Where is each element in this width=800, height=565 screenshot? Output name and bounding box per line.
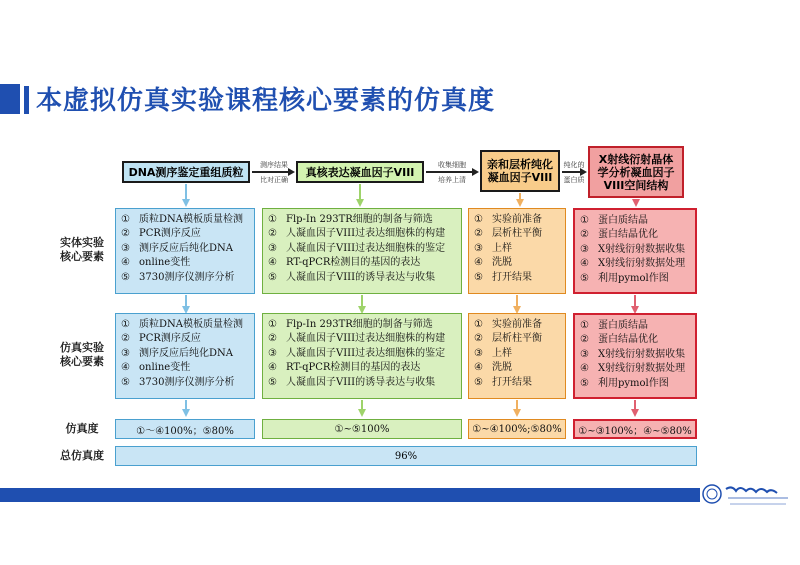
list-item-text: 3730测序仪测序分析 [139, 376, 235, 388]
list-num: ③ [121, 242, 130, 254]
list-item-text: online变性 [139, 257, 191, 269]
list-item [268, 361, 461, 375]
list-item-text: 实验前准备 [492, 214, 542, 225]
list-item [121, 347, 254, 361]
row-label-line2: 核心要素 [60, 355, 104, 368]
list-num: ③ [474, 347, 483, 359]
list-item [268, 213, 461, 227]
list-item [121, 361, 254, 375]
row-label-line2: 核心要素 [60, 250, 104, 263]
step-header-label-line1: X射线衍射晶体 [598, 152, 674, 166]
list-item-text: online变性 [139, 362, 191, 374]
down-arrow-icon [631, 409, 639, 417]
list-item-text: 利用pymol作图 [598, 272, 669, 284]
list-item-text: 蛋白质结晶 [598, 320, 648, 331]
arrow-label-bottom: 比对正确 [260, 176, 288, 184]
list-num: ④ [121, 362, 130, 374]
list-item [474, 332, 565, 346]
list-num: ③ [121, 347, 130, 359]
arrow-label-bottom: 培养上清 [438, 176, 466, 184]
arrow-label-top: 收集细胞 [438, 161, 466, 169]
list-item [121, 376, 254, 390]
list-num: ① [474, 319, 483, 330]
list-item [474, 227, 565, 241]
entity-box-dna [115, 208, 255, 294]
list-num: ⑤ [474, 271, 483, 283]
list-num: ② [268, 333, 277, 345]
list-item-text: 打开结果 [492, 376, 532, 388]
list-num: ⑤ [121, 376, 130, 388]
list-item [580, 319, 695, 333]
down-arrow-stem [359, 184, 361, 200]
list-item [580, 348, 695, 362]
list-item-text: 人凝血因子VIII过表达细胞株的鉴定 [286, 347, 446, 359]
list-item-text: 测序反应后纯化DNA [139, 242, 233, 254]
list-item [474, 256, 565, 270]
list-item-text: PCR测序反应 [139, 333, 201, 345]
list-item [268, 256, 461, 270]
step-header-expression [296, 161, 424, 183]
list-item-text: 蛋白结晶优化 [598, 334, 658, 346]
title-bar-block [0, 84, 20, 114]
list-num: ③ [474, 242, 483, 254]
step-header-crystallography [588, 146, 684, 198]
list-item-text: RT-qPCR检测目的基因的表达 [286, 362, 421, 374]
list-item-text: 洗脱 [492, 362, 512, 374]
down-arrow-icon [182, 199, 190, 207]
list-item-text: PCR测序反应 [139, 228, 201, 240]
list-item-text: 蛋白结晶优化 [598, 229, 658, 241]
list-item [474, 318, 565, 332]
list-num: ③ [580, 243, 589, 255]
row-label-total: 总仿真度 [60, 449, 104, 462]
list-item-text: 3730测序仪测序分析 [139, 271, 235, 283]
entity-box-expression [262, 208, 462, 294]
sim-box-expression [262, 313, 462, 399]
down-arrow-stem [185, 184, 187, 200]
down-arrow-icon [513, 409, 521, 417]
flow-arrow-line [252, 171, 289, 173]
list-item [121, 318, 254, 332]
down-arrow-icon [182, 409, 190, 417]
footer-bar [0, 488, 700, 502]
fidelity-box-expression: ①~⑤100% [262, 419, 462, 439]
list-item [474, 347, 565, 361]
list-item-text: 利用pymol作图 [598, 377, 669, 389]
list-item [580, 243, 695, 257]
list-num: ⑤ [474, 376, 483, 388]
list-item [580, 377, 695, 391]
list-num: ⑤ [268, 271, 277, 283]
list-item-text: 人凝血因子VIII过表达细胞株的构建 [286, 228, 446, 240]
list-item-text: 质粒DNA模板质量检测 [139, 214, 243, 225]
list-num: ② [121, 228, 130, 240]
row-label-line1: 实体实验 [60, 236, 104, 249]
fidelity-box-dna: ①～④100%；⑤80% [115, 419, 255, 439]
list-num: ④ [474, 362, 483, 374]
list-item-text: 洗脱 [492, 257, 512, 269]
list-item-text: X射线衍射数据收集 [598, 243, 686, 255]
list-num: ④ [474, 257, 483, 269]
list-num: ⑤ [121, 271, 130, 283]
list-item-text: Flp-In 293TR细胞的制备与筛选 [286, 214, 433, 225]
row-label-line1: 仿真实验 [60, 341, 104, 354]
down-arrow-icon [632, 199, 640, 207]
title-accent [24, 86, 29, 114]
list-num: ④ [580, 258, 589, 270]
list-item-text: 蛋白质结晶 [598, 215, 648, 226]
list-item [268, 376, 461, 390]
list-num: ② [121, 333, 130, 345]
list-item [268, 332, 461, 346]
list-item [268, 347, 461, 361]
row-label-fidelity: 仿真度 [65, 422, 99, 435]
list-item-text: 测序反应后纯化DNA [139, 347, 233, 359]
step-header-label-line3: VIII空间结构 [603, 178, 669, 192]
list-item [580, 333, 695, 347]
list-num: ⑤ [580, 272, 589, 284]
list-item-text: 实验前准备 [492, 319, 542, 330]
list-num: ③ [268, 242, 277, 254]
total-fidelity-box: 96% [115, 446, 697, 466]
list-item-text: RT-qPCR检测目的基因的表达 [286, 257, 421, 269]
list-item-text: X射线衍射数据处理 [598, 363, 686, 375]
list-item-text: X射线衍射数据处理 [598, 258, 686, 270]
list-item [121, 271, 254, 285]
step-header-label: DNA测序鉴定重组质粒 [128, 165, 244, 179]
list-item-text: 打开结果 [492, 271, 532, 283]
list-item-text: 质粒DNA模板质量检测 [139, 319, 243, 330]
list-item [474, 361, 565, 375]
list-item [474, 271, 565, 285]
list-item-text: 上样 [492, 242, 512, 254]
list-num: ① [268, 214, 277, 225]
row-label-simulation [52, 341, 112, 369]
list-num: ③ [580, 348, 589, 360]
sim-box-dna [115, 313, 255, 399]
list-item [580, 257, 695, 271]
list-num: ① [268, 319, 277, 330]
fidelity-box-purification: ①~④100%;⑤80% [468, 419, 566, 439]
row-label-entity [52, 236, 112, 264]
entity-box-crystallography [573, 208, 697, 294]
list-item [580, 228, 695, 242]
list-item [474, 242, 565, 256]
down-arrow-icon [516, 199, 524, 207]
list-num: ① [580, 320, 589, 331]
step-header-purification [480, 150, 560, 192]
step-header-dna-sequencing [122, 161, 250, 183]
list-item [474, 213, 565, 227]
step-header-label-line1: 亲和层析纯化 [487, 158, 553, 171]
list-item [474, 376, 565, 390]
arrow-label-bottom: 蛋白质 [563, 176, 585, 184]
list-item [580, 214, 695, 228]
list-item [121, 332, 254, 346]
list-num: ① [121, 214, 130, 225]
list-num: ③ [268, 347, 277, 359]
list-item [121, 256, 254, 270]
list-item-text: 人凝血因子VIII过表达细胞株的鉴定 [286, 242, 446, 254]
list-item-text: X射线衍射数据收集 [598, 348, 686, 360]
sim-box-purification [468, 313, 566, 399]
list-item-text: 上样 [492, 347, 512, 359]
list-num: ④ [121, 257, 130, 269]
list-item [268, 271, 461, 285]
list-item-text: 人凝血因子VIII的诱导表达与收集 [286, 376, 436, 388]
list-item [121, 213, 254, 227]
list-num: ② [474, 333, 483, 345]
list-item [121, 227, 254, 241]
list-num: ⑤ [268, 376, 277, 388]
entity-box-purification [468, 208, 566, 294]
arrow-label-top: 测序结果 [260, 161, 288, 169]
list-num: ① [121, 319, 130, 330]
sim-box-crystallography [573, 313, 697, 399]
list-item-text: 人凝血因子VIII过表达细胞株的构建 [286, 333, 446, 345]
list-num: ④ [268, 257, 277, 269]
list-num: ④ [580, 363, 589, 375]
list-item [268, 242, 461, 256]
step-header-label-line2: 凝血因子VIII [487, 171, 553, 184]
list-item [268, 318, 461, 332]
list-num: ② [580, 334, 589, 346]
list-item [580, 362, 695, 376]
down-arrow-icon [356, 199, 364, 207]
university-seal-icon [700, 474, 800, 518]
list-item-text: Flp-In 293TR细胞的制备与筛选 [286, 319, 433, 330]
step-header-label: 真核表达凝血因子VIII [305, 165, 415, 179]
list-item [121, 242, 254, 256]
step-header-label-line2: 学分析凝血因子 [597, 165, 675, 179]
arrow-label-top: 纯化的 [563, 161, 585, 169]
list-item-text: 人凝血因子VIII的诱导表达与收集 [286, 271, 436, 283]
list-item [268, 227, 461, 241]
flow-arrow-line [426, 171, 473, 173]
list-num: ② [474, 228, 483, 240]
list-item-text: 层析柱平衡 [492, 333, 542, 345]
list-num: ② [268, 228, 277, 240]
list-item [580, 272, 695, 286]
down-arrow-icon [358, 409, 366, 417]
list-num: ① [474, 214, 483, 225]
list-num: ① [580, 215, 589, 226]
list-num: ② [580, 229, 589, 241]
flow-arrow-line [562, 171, 581, 173]
page-title: 本虚拟仿真实验课程核心要素的仿真度 [36, 86, 496, 116]
list-num: ④ [268, 362, 277, 374]
list-num: ⑤ [580, 377, 589, 389]
fidelity-box-crystallography: ①~③100%；④~⑤80% [573, 419, 697, 439]
list-item-text: 层析柱平衡 [492, 228, 542, 240]
